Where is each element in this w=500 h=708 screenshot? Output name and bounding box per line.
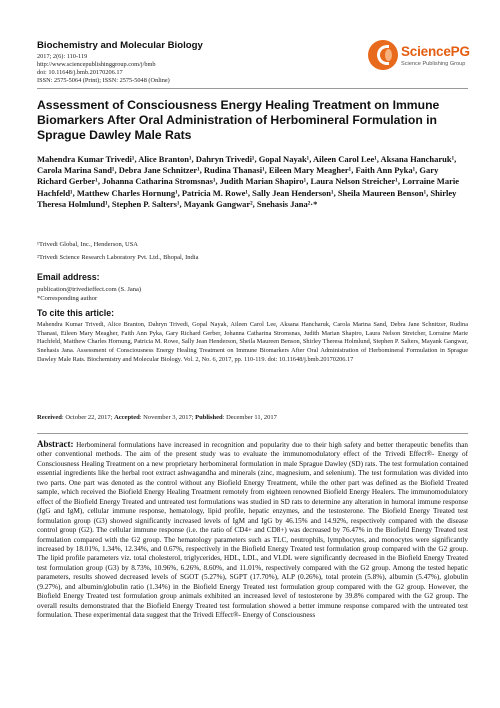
abstract-label: Abstract:: [37, 439, 74, 449]
abstract-divider: [37, 433, 468, 434]
accepted-date: November 3, 2017: [143, 414, 192, 421]
journal-issue: 2017; 2(6): 110-119: [37, 53, 88, 60]
logo-name: SciencePG: [401, 44, 470, 59]
journal-issn: ISSN: 2575-5064 (Print); ISSN: 2575-5048 (Online): [37, 77, 170, 84]
journal-url[interactable]: http://www.sciencepublishinggroup.com/j/bmb: [37, 61, 156, 68]
citation-text: Mahendra Kumar Trivedi, Alice Branton, Dahryn Trivedi, Gopal Nayak, Aileen Carol Lee, Aksana Hancharuk, Carola Marina Sand, Debra Jane Schnitzer, Rudina Thanasi, Eileen Mary Meagher, Faith Ann Pyka, Gary Richard Gerber, Johanna Catharina Stromsnas, Judith Marian Shapiro, Laura Nelson Streicher, Lorraine Marie Hachfeld, Matthew Charles Hornung, Patricia M. Rowe, Sally Jean Henderson, Sheila Maureen Benson, Shirley Theresa Holmlund, Stephen P. Salters, Mayank Gangwar, Snehasis Jana. Assessment of Consciousness Energy Healing Treatment on Immune Biomarkers After Oral Administration of Herbomineral Formulation in Sprague Dawley Male Rats. Biochemistry and Molecular Biology. Vol. 2, No. 6, 2017, pp. 110-119. doi: 10.11648/j.bmb.20170206.17: [37, 321, 468, 363]
abstract-text: Herbomineral formulations have increased in recognition and popularity due to their high safety and better therapeutic benefits than other conventional methods. The aim of the present study was to evaluate the immunomodulatory effect of the Trivedi Effect®- Energy of Consciousness Healing Treatment on a new proprietary herbomineral formulation in male Sprague Dawley (SD) rats. The test formulation contained essential ingredients like the herbal root extract ashwagandha and minerals (zinc, magnesium, and selenium). The test formulation was divided into two parts. One part was denoted as the control without any Biofield Energy Treatment, while the other part was defined as the Biofield Treated sample, which received the Biofield Energy Healing Treatment remotely from eighteen renowned Biofield Energy Healers. The immunomodulatory effect of the Biofield Energy Treated and untreated test formulations was studied in SD rats to determine any alteration in humoral immune response (IgG and IgM), cellular immune response, hematology, lipid profile, hepatic enzymes, and the testosterone. The Biofield Energy Treated test formulation group (G3) showed significantly increased levels of IgM and IgG by 46.15% and 14.92%, respectively compared with the disease control group (G2). The cellular immune response (i.e. the ratio of CD4+ and CD8+) was decreased by 76.47% in the Biofield Energy Treated test formulation compared with the G2 group. The hematology parameters such as TLC, neutrophils, lymphocytes, and monocytes were significantly increased by 18.01%, 1.34%, 12.34%, and 0.67%, respectively in the Biofield Energy Treated test formulation group compared with the G2 group. The lipid profile parameters viz. total cholesterol, triglycerides, HDL, LDL, and VLDL were significantly decreased in the Biofield Energy Treated test formulation group (G3) by 8.73%, 10.96%, 6.26%, 8.60%, and 11.01%, respectively compared with the G2 group. Among the tested hepatic parameters, results showed decreased levels of SGOT (5.27%), SGPT (17.70%), ALP (0.26%), total protein (5.8%), albumin (5.47%), globulin (9.27%), and albumin/globulin ratio (1.34%) in the Biofield Energy Treated test formulation group compared with the G2 group. However, the Biofield Energy Treated test formulation group animals exhibited an increased level of testosterone by 39.8% compared with the G2 group. The overall results demonstrated that the Biofield Energy Treated test formulation showed a better immune response compared with the untreated test formulation. These experimental data suggest that the Trivedi Effect®- Energy of Consciousness: [37, 441, 469, 620]
email-block: [37, 285, 468, 303]
corresponding-note: *Corresponding author: [37, 295, 98, 302]
publication-dates: Received: October 22, 2017; Accepted: November 3, 2017; Published: December 11, 2017: [37, 414, 277, 421]
affiliation-2: ²Trivedi Science Research Laboratory Pvt. Ltd., Bhopal, India: [37, 254, 199, 261]
journal-doi[interactable]: doi: 10.11648/j.bmb.20170206.17: [37, 69, 123, 76]
publisher-logo: [368, 36, 468, 80]
abstract: [37, 440, 468, 621]
author-list: Mahendra Kumar Trivedi¹, Alice Branton¹, Dahryn Trivedi¹, Gopal Nayak¹, Aileen Carol Lee¹, Aksana Hancharuk¹, Carola Marina Sand¹, Debra Jane Schnitzer¹, Rudina Thanasi¹, Eileen Mary Meagher¹, Faith Ann Pyka¹, Gary Richard Gerber¹, Johanna Catharina Stromsnas¹, Judith Marian Shapiro¹, Laura Nelson Streicher¹, Lorraine Marie Hachfeld¹, Matthew Charles Hornung¹, Patricia M. Rowe¹, Sally Jean Henderson¹, Sheila Maureen Benson¹, Shirley Theresa Holmlund¹, Stephen P. Salters¹, Mayank Gangwar², Snehasis Jana²·*: [37, 154, 459, 209]
header-divider: [37, 88, 468, 89]
received-label: Received: [37, 414, 62, 421]
published-date: December 11, 2017: [226, 414, 277, 421]
email-heading: Email address:: [37, 272, 100, 282]
paper-title: Assessment of Consciousness Energy Healing Treatment on Immune Biomarkers After Oral Administration of Herbomineral Formulation in Sprague Dawley Male Rats: [37, 98, 440, 142]
cite-heading: To cite this article:: [37, 308, 115, 318]
journal-title: Biochemistry and Molecular Biology: [37, 40, 203, 51]
email-address[interactable]: publication@trivedieffect.com (S. Jana): [37, 286, 142, 293]
logo-subtitle: Science Publishing Group: [401, 61, 466, 67]
affiliation-1: ¹Trivedi Global, Inc., Henderson, USA: [37, 241, 139, 248]
journal-header: [37, 40, 337, 85]
received-date: October 22, 2017: [65, 414, 111, 421]
affiliations: [37, 240, 468, 266]
published-label: Published: [195, 414, 223, 421]
accepted-label: Accepted: [114, 414, 140, 421]
logo-mark-icon: [368, 40, 398, 70]
